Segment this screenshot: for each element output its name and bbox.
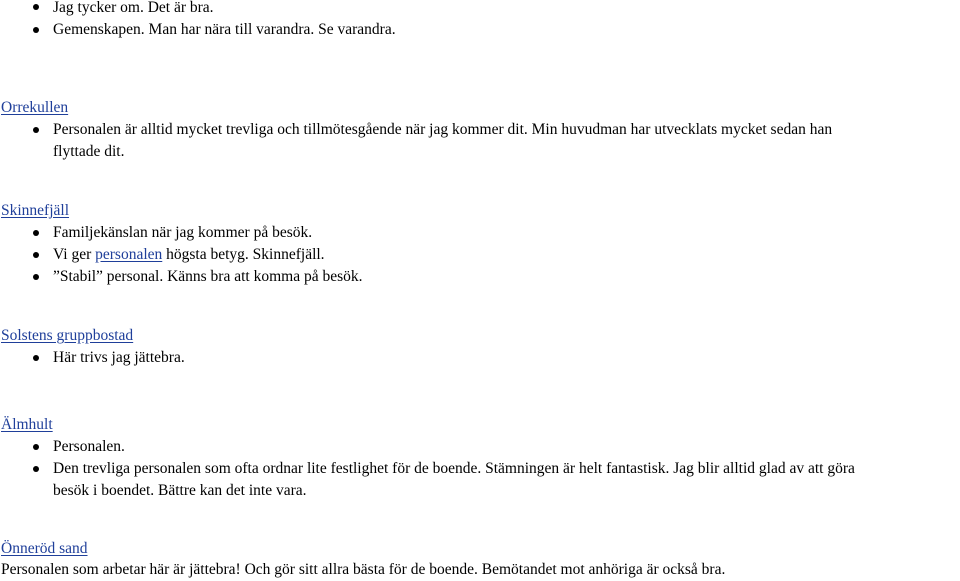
list-item: Familjekänslan när jag kommer på besök. — [53, 224, 313, 241]
list-item-text: Vi ger — [53, 246, 96, 263]
list-item: Jag tycker om. Det är bra. — [53, 0, 214, 16]
section-heading-orrekullen[interactable]: Orrekullen — [1, 99, 69, 116]
personalen-link[interactable]: personalen — [95, 246, 163, 263]
list-item: Personalen är alltid mycket trevliga och tillmötesgående när jag kommer dit. Min huvudman har utvecklats mycket sedan han — [53, 121, 833, 138]
section-heading-almhult[interactable]: Älmhult — [1, 416, 53, 433]
bullet-icon — [33, 252, 39, 258]
list-item-text: högsta betyg. Skinnefjäll. — [162, 246, 325, 263]
paragraph-text: Personalen som arbetar här är jättebra! Och gör sitt allra bästa för de boende. Bemötandet mot anhöriga är också bra. — [1, 561, 726, 578]
list-item-continuation: flyttade dit. — [53, 143, 125, 160]
list-item-continuation: besök i boendet. Bättre kan det inte vara. — [53, 482, 307, 499]
bullet-icon — [33, 230, 39, 236]
list-item: ”Stabil” personal. Känns bra att komma på besök. — [53, 268, 363, 285]
list-item: Gemenskapen. Man har nära till varandra. Se varandra. — [53, 21, 396, 38]
bullet-icon — [33, 466, 39, 472]
list-item: Här trivs jag jättebra. — [53, 349, 185, 366]
section-heading-onnerod-sand[interactable]: Önneröd sand — [1, 540, 88, 557]
list-item: Den trevliga personalen som ofta ordnar lite festlighet för de boende. Stämningen är helt fantastisk. Jag blir alltid glad av att göra — [53, 460, 855, 477]
list-item: Personalen. — [53, 438, 125, 455]
bullet-icon — [33, 127, 39, 133]
bullet-icon — [33, 444, 39, 450]
bullet-icon — [33, 4, 39, 10]
list-item — [53, 244, 325, 266]
bullet-icon — [33, 27, 39, 33]
section-heading-solstens-gruppbostad[interactable]: Solstens gruppbostad — [1, 327, 134, 344]
bullet-icon — [33, 355, 39, 361]
bullet-icon — [33, 274, 39, 280]
section-heading-skinnefjall[interactable]: Skinnefjäll — [1, 202, 70, 219]
